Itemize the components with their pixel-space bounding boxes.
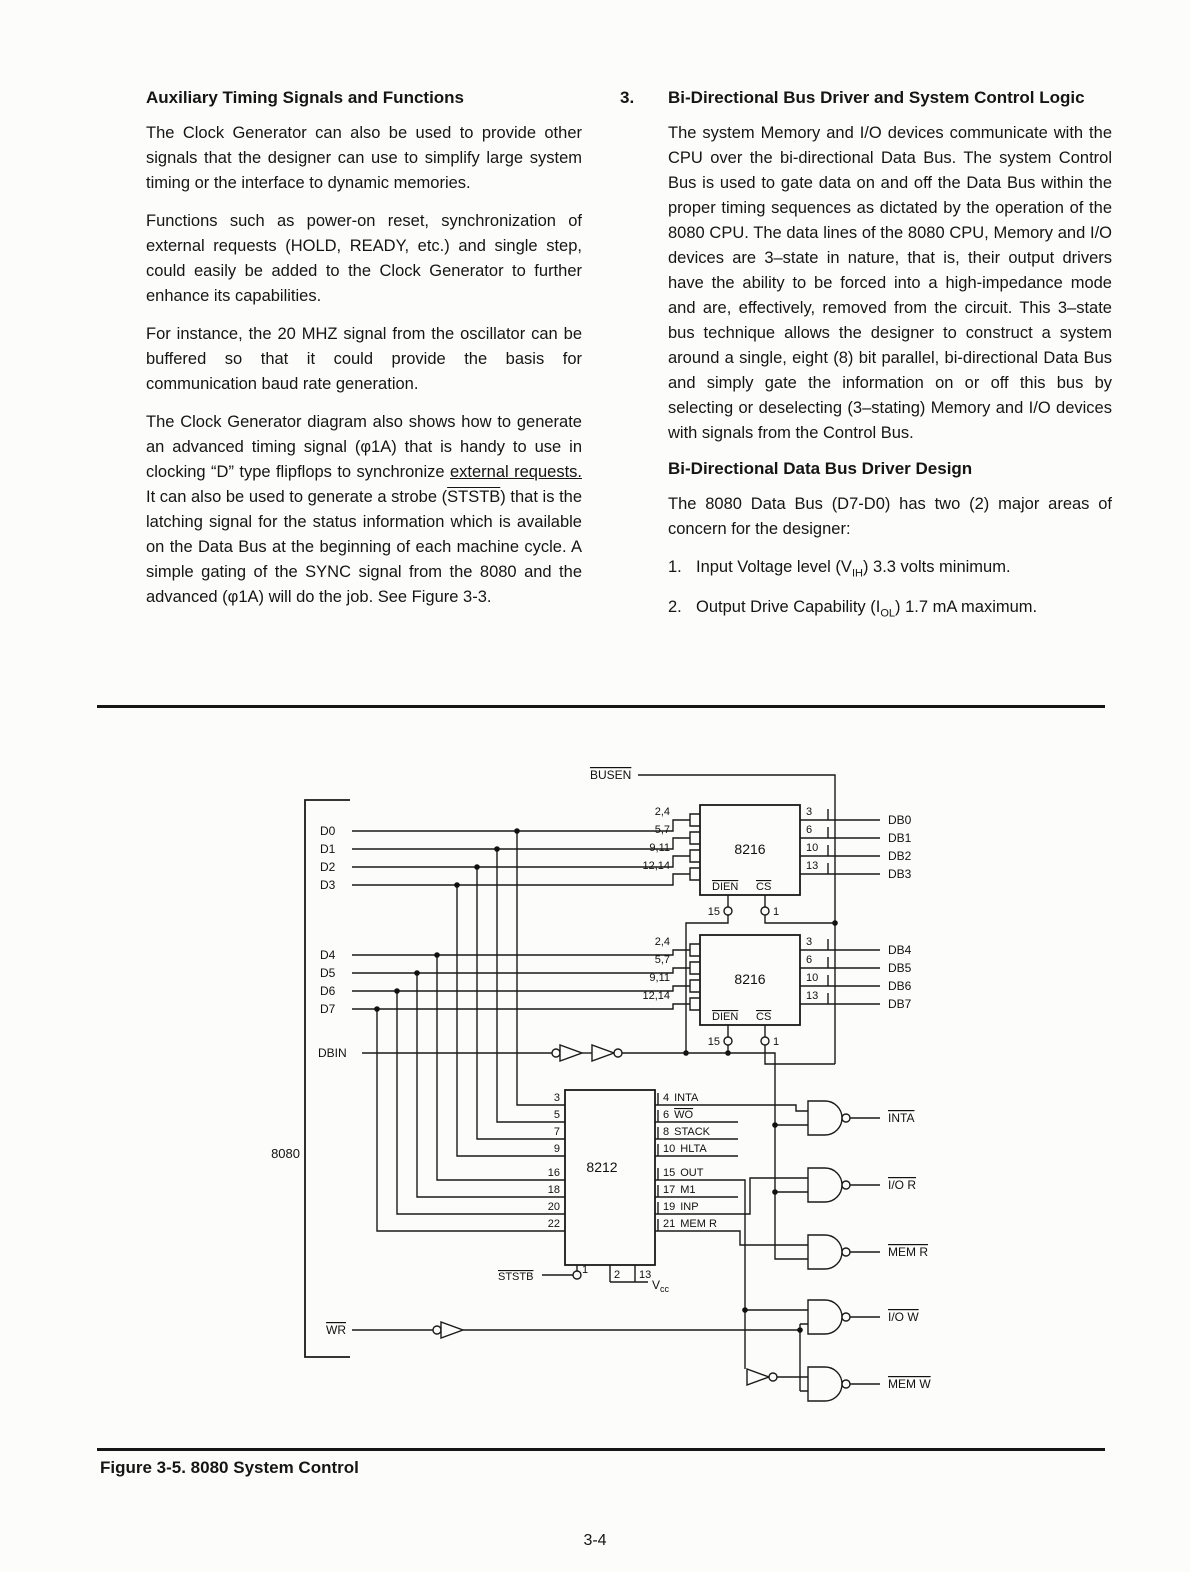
out-pin-label: 10 [806, 842, 819, 854]
chip-8216-label: 8216 [734, 841, 766, 857]
pin15-label: 15 [707, 1036, 720, 1048]
horizontal-rule-bottom [97, 1448, 1105, 1451]
right-subheading: Bi-Directional Data Bus Driver Design [668, 459, 973, 478]
paragraph-text: ) that is the latching signal for the status information which is available on the Data Bus at the beginning of each machine cycle. A simple gating of the SYNC signal from the 8080 and the advanced (φ1A) will do the job. See Figure 3-3. [146, 488, 583, 606]
page-number: 3-4 [583, 1532, 607, 1549]
mem-read-output-label: MEM R [888, 1245, 928, 1259]
latch-right-pin: 21 MEM R [663, 1218, 717, 1230]
chip-8216-label: 8216 [734, 971, 766, 987]
latch-left-pin: 3 [553, 1092, 560, 1104]
latch-right-pin: 6 WO [663, 1109, 694, 1121]
subscript: OL [880, 607, 896, 620]
latch-left-pin: 9 [553, 1143, 560, 1155]
bus-driver-1 [642, 805, 911, 1053]
system-control-schematic [90, 762, 1130, 1442]
wr-net [326, 1322, 808, 1391]
in-pin-label: 5,7 [654, 954, 670, 966]
latch-right-pin: 4 INTA [663, 1092, 699, 1104]
in-pin-label: 2,4 [654, 936, 670, 948]
io-write-output-label: I/O W [888, 1310, 919, 1324]
latch-left-pin: 7 [553, 1126, 560, 1138]
bus-driver-2 [642, 935, 911, 1064]
d2-label: D2 [320, 860, 336, 874]
cs-label: CS [756, 881, 772, 893]
inta-output-label: INTA [888, 1111, 915, 1125]
right-heading: Bi-Directional Bus Driver and System Control Logic [668, 88, 1085, 107]
latch-right-pin: 15 OUT [663, 1167, 704, 1179]
out-pin-label: 6 [806, 954, 813, 966]
mem-write-output-label: MEM W [888, 1377, 931, 1391]
io-read-output-label: I/O R [888, 1178, 917, 1192]
latch-left-pin: 20 [547, 1201, 560, 1213]
data-line-wires [320, 820, 690, 1016]
db3-label: DB3 [888, 867, 912, 881]
vcc-label: $V_{cc}$ [652, 1278, 670, 1294]
in-pin-label: 12,14 [642, 990, 670, 1002]
db6-label: DB6 [888, 979, 912, 993]
paragraph: The system Memory and I/O devices communicate with the CPU over the bi-directional Data Bus. The system Control Bus is used to gate data on and off the Data Bus within the proper timing sequences as dictated by the operation of the 8080 CPU. The data lines of the 8080 CPU, Memory and I/O devices are 3–state in nature, that is, their output drivers have the ability to be forced into a high-impedance mode and are, effectively, removed from the circuit. This 3–state bus technique allows the designer to construct a system around a single, eight (8) bit parallel, bi-directional Data Bus and simply gate the information on or off this bus by selecting or deselecting (3–stating) Memory and I/O devices with signals from the Control Bus. [668, 124, 1112, 442]
db4-label: DB4 [888, 943, 912, 957]
chip-8212-label: 8212 [586, 1159, 618, 1175]
paragraph: Functions such as power-on reset, synchronization of external requests (HOLD, READY, etc.) and single step, could easily be added to the Clock Generator to further enhance its capabilities. [146, 212, 582, 305]
latch-left-pin: 5 [553, 1109, 560, 1121]
list-text: Input Voltage level $(V_{IH})$ 3.3 volts minimum. [696, 558, 1011, 580]
list-item [668, 595, 1112, 626]
out-pin-label: 6 [806, 824, 813, 836]
cpu-8080-outline [271, 800, 350, 1357]
latch-left-pin: 18 [547, 1184, 560, 1196]
dbin-label: DBIN [318, 1046, 347, 1060]
db5-label: DB5 [888, 961, 912, 975]
list-number: 2. [668, 598, 682, 617]
status-latch-taps [374, 828, 565, 1231]
wr-label: WR [326, 1323, 346, 1337]
paragraph: For instance, the 20 MHZ signal from the oscillator can be buffered so that it could provide the basis for communication baud rate generation. [146, 325, 582, 393]
out-pin-label: 10 [806, 972, 819, 984]
cpu-label: 8080 [271, 1146, 300, 1161]
latch-pin1-label: 1 [582, 1264, 589, 1276]
list-item [668, 555, 1112, 586]
pin15-label: 15 [707, 906, 720, 918]
dien-label: DIEN [712, 881, 739, 893]
subscript: IH [851, 567, 863, 580]
dbin-net [318, 1045, 808, 1259]
in-pin-label: 12,14 [642, 860, 670, 872]
out-pin-label: 13 [806, 990, 819, 1002]
paragraph-text: It can also be used to generate a strobe ( [146, 488, 448, 506]
pin1-label: 1 [773, 906, 780, 918]
left-column [146, 88, 582, 623]
latch-right-pin: 17 M1 [663, 1184, 696, 1196]
paragraph-text: The Clock Generator diagram also shows how to generate an advanced timing signal (φ1A) that is handy to use in clocking “D” type flipflops to synchronize [146, 413, 582, 481]
db2-label: DB2 [888, 849, 912, 863]
d4-label: D4 [320, 948, 336, 962]
in-pin-label: 9,11 [649, 972, 670, 984]
d6-label: D6 [320, 984, 336, 998]
d3-label: D3 [320, 878, 336, 892]
out-pin-label: 3 [806, 936, 813, 948]
latch-right-pin: 8 STACK [663, 1126, 710, 1138]
d5-label: D5 [320, 966, 336, 980]
ststb-label: STSTB [498, 1271, 534, 1283]
list-text: Output Drive Capability $(I_{OL})$ 1.7 mA maximum. [696, 598, 1038, 620]
busen-label: BUSEN [590, 768, 632, 782]
ststb-overline-text: STSTB [447, 488, 501, 506]
d0-label: D0 [320, 824, 336, 838]
latch-pin13-label: 13 [639, 1269, 652, 1281]
db1-label: DB1 [888, 831, 912, 845]
right-column [668, 88, 1112, 636]
d1-label: D1 [320, 842, 336, 856]
left-heading: Auxiliary Timing Signals and Functions [146, 88, 465, 107]
paragraph: The 8080 Data Bus (D7-D0) has two (2) major areas of concern for the designer: [668, 495, 1112, 538]
in-pin-label: 5,7 [654, 824, 670, 836]
status-latch-8212 [498, 1090, 808, 1385]
dien-label: DIEN [712, 1011, 739, 1023]
paragraph: The Clock Generator can also be used to provide other signals that the designer can use to simplify large system timing or the interface to dynamic memories. [146, 124, 582, 192]
latch-left-pin: 16 [547, 1167, 560, 1179]
horizontal-rule-top [97, 705, 1105, 708]
paragraph [146, 410, 582, 610]
list-number: 1. [668, 558, 682, 576]
figure-caption: Figure 3-5. 8080 System Control [100, 1458, 359, 1477]
section-number: 3. [620, 88, 635, 107]
out-pin-label: 3 [806, 806, 813, 818]
out-pin-label: 13 [806, 860, 819, 872]
in-pin-label: 9,11 [649, 842, 670, 854]
db0-label: DB0 [888, 813, 912, 827]
underlined-text: external requests. [450, 463, 582, 481]
db7-label: DB7 [888, 997, 912, 1011]
in-pin-label: 2,4 [654, 806, 670, 818]
control-gates [808, 1101, 931, 1401]
latch-right-pin: 19 INP [663, 1201, 699, 1213]
pin1-label: 1 [773, 1036, 780, 1048]
latch-left-pin: 22 [547, 1218, 560, 1230]
latch-right-pin: 10 HLTA [663, 1143, 707, 1155]
latch-pin2-label: 2 [614, 1269, 621, 1281]
d7-label: D7 [320, 1002, 336, 1016]
cs-label: CS [756, 1011, 772, 1023]
